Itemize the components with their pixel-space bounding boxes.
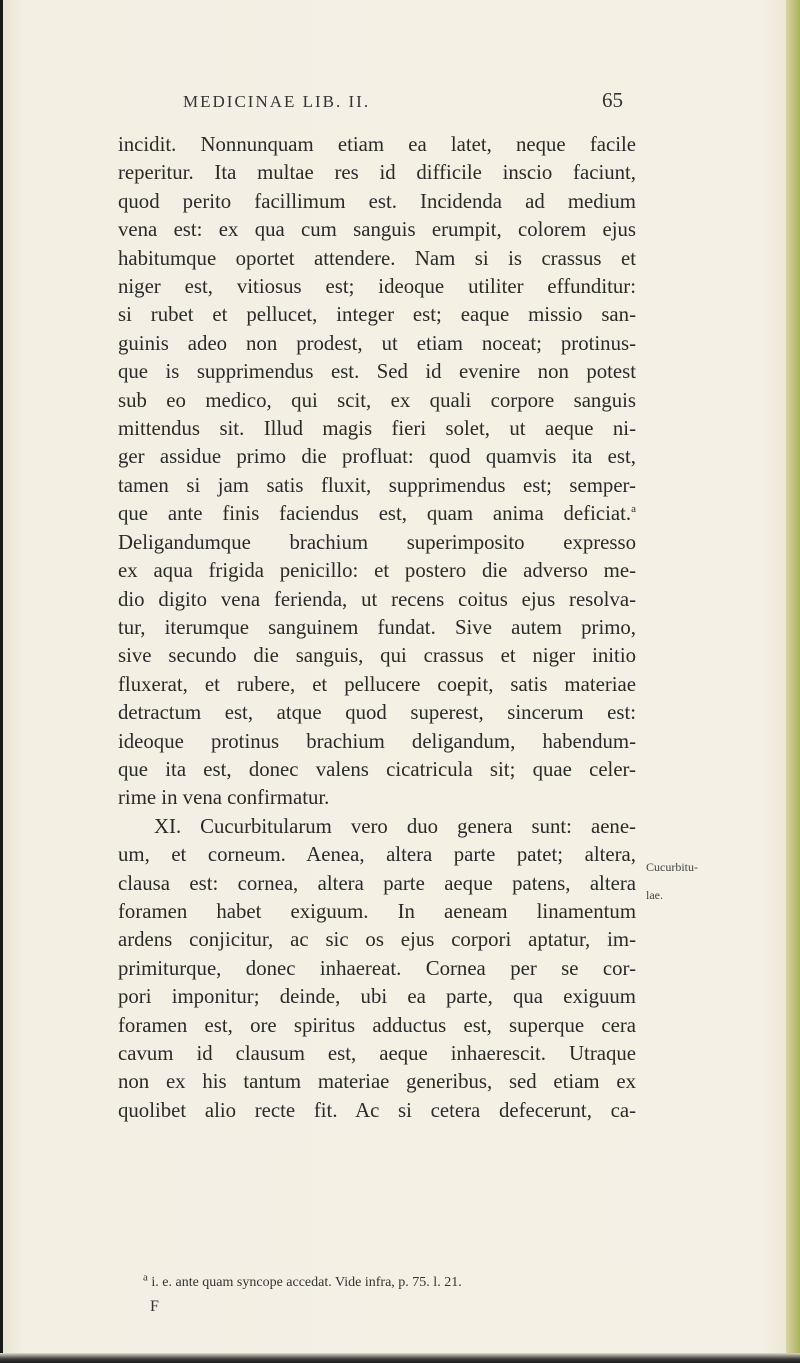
text-line: niger est, vitiosus est; ideoque utiliter effunditur: — [118, 275, 636, 299]
text-line: ger assidue primo die profluat: quod quamvis ita est, — [118, 445, 636, 469]
text-line: si rubet et pellucet, integer est; eaque missio san- — [118, 303, 636, 327]
page-number: 65 — [602, 88, 623, 112]
text-line: fluxerat, et rubere, et pellucere coepit, satis materiae — [118, 672, 636, 696]
page-right-edge — [786, 0, 800, 1363]
margin-note-line-1: Cucurbitu- — [646, 860, 698, 874]
text-line-content: que ante finis faciendus est, quam anima deficiat. — [118, 502, 632, 526]
page-bottom-edge — [0, 1353, 800, 1363]
text-line: clausa est: cornea, altera parte aeque patens, altera — [118, 871, 636, 895]
text-line: rime in vena confirmatur. — [118, 786, 330, 810]
text-line: mittendus sit. Illud magis fieri solet, ut aeque ni- — [118, 417, 636, 441]
text-line: detractum est, atque quod superest, sincerum est: — [118, 701, 636, 725]
text-line: vena est: ex qua cum sanguis erumpit, colorem ejus — [118, 218, 636, 242]
text-line: incidit. Nonnunquam etiam ea latet, neque facile — [118, 133, 636, 156]
text-line: Deligandumque brachium superimposito expresso — [118, 530, 636, 554]
margin-note — [646, 853, 698, 910]
text-line-with-footnote — [118, 500, 636, 528]
margin-note-line-2: lae. — [646, 888, 663, 903]
text-line: foramen habet exiguum. In aeneam linamentum — [118, 899, 636, 923]
text-line: cavum id clausum est, aeque inhaerescit. Utraque — [118, 1042, 636, 1065]
text-line: non ex his tantum materiae generibus, sed etiam ex — [118, 1070, 636, 1094]
text-line: sub eo medico, qui scit, ex quali corpore sanguis — [118, 388, 636, 412]
page-left-shadow — [0, 0, 3, 1363]
text-line: habitumque oportet attendere. Nam si is crassus et — [118, 246, 636, 270]
text-line: tamen si jam satis fluxit, supprimendus est; semper- — [118, 473, 636, 497]
text-line: pori imponitur; deinde, ubi ea parte, qua exiguum — [118, 985, 636, 1009]
text-line: ex aqua frigida penicillo: et postero die adverso me- — [118, 559, 636, 583]
footnote-marker: a — [143, 1271, 148, 1284]
signature-mark: F — [150, 1298, 159, 1315]
page-header — [183, 88, 623, 113]
footnote-marker: a — [631, 503, 636, 516]
text-line: sive secundo die sanguis, qui crassus et niger initio — [118, 644, 636, 668]
text-line: guinis adeo non prodest, ut etiam noceat; protinus- — [118, 331, 636, 355]
running-head: MEDICINAE LIB. II. — [183, 92, 371, 111]
text-line: ideoque protinus brachium deligandum, habendum- — [118, 729, 636, 753]
footnote-text: i. e. ante quam syncope accedat. Vide infra, p. 75. l. 21. — [151, 1275, 462, 1290]
text-line: um, et corneum. Aenea, altera parte patet; altera, — [118, 843, 636, 867]
text-line: foramen est, ore spiritus adductus est, superque cera — [118, 1013, 636, 1037]
text-line: ardens conjicitur, ac sic os ejus corpori aptatur, im- — [118, 928, 636, 952]
body-text — [118, 131, 636, 1125]
footnote — [143, 1271, 643, 1291]
text-line: primiturque, donec inhaereat. Cornea per se cor- — [118, 956, 636, 980]
text-line: quod perito facillimum est. Incidenda ad medium — [118, 189, 636, 213]
text-line: reperitur. Ita multae res id difficile inscio faciunt, — [118, 161, 636, 185]
text-line: dio digito vena ferienda, ut recens coitus ejus resolva- — [118, 587, 636, 611]
text-line: tur, iterumque sanguinem fundat. Sive autem primo, — [118, 615, 636, 639]
text-line: quolibet alio recte fit. Ac si cetera defecerunt, ca- — [118, 1098, 636, 1122]
text-line: que is supprimendus est. Sed id evenire non potest — [118, 360, 636, 384]
text-line: que ita est, donec valens cicatricula sit; quae celer- — [118, 757, 636, 781]
section-xi-start: XI. Cucurbitularum vero duo genera sunt: aene- — [154, 814, 636, 838]
